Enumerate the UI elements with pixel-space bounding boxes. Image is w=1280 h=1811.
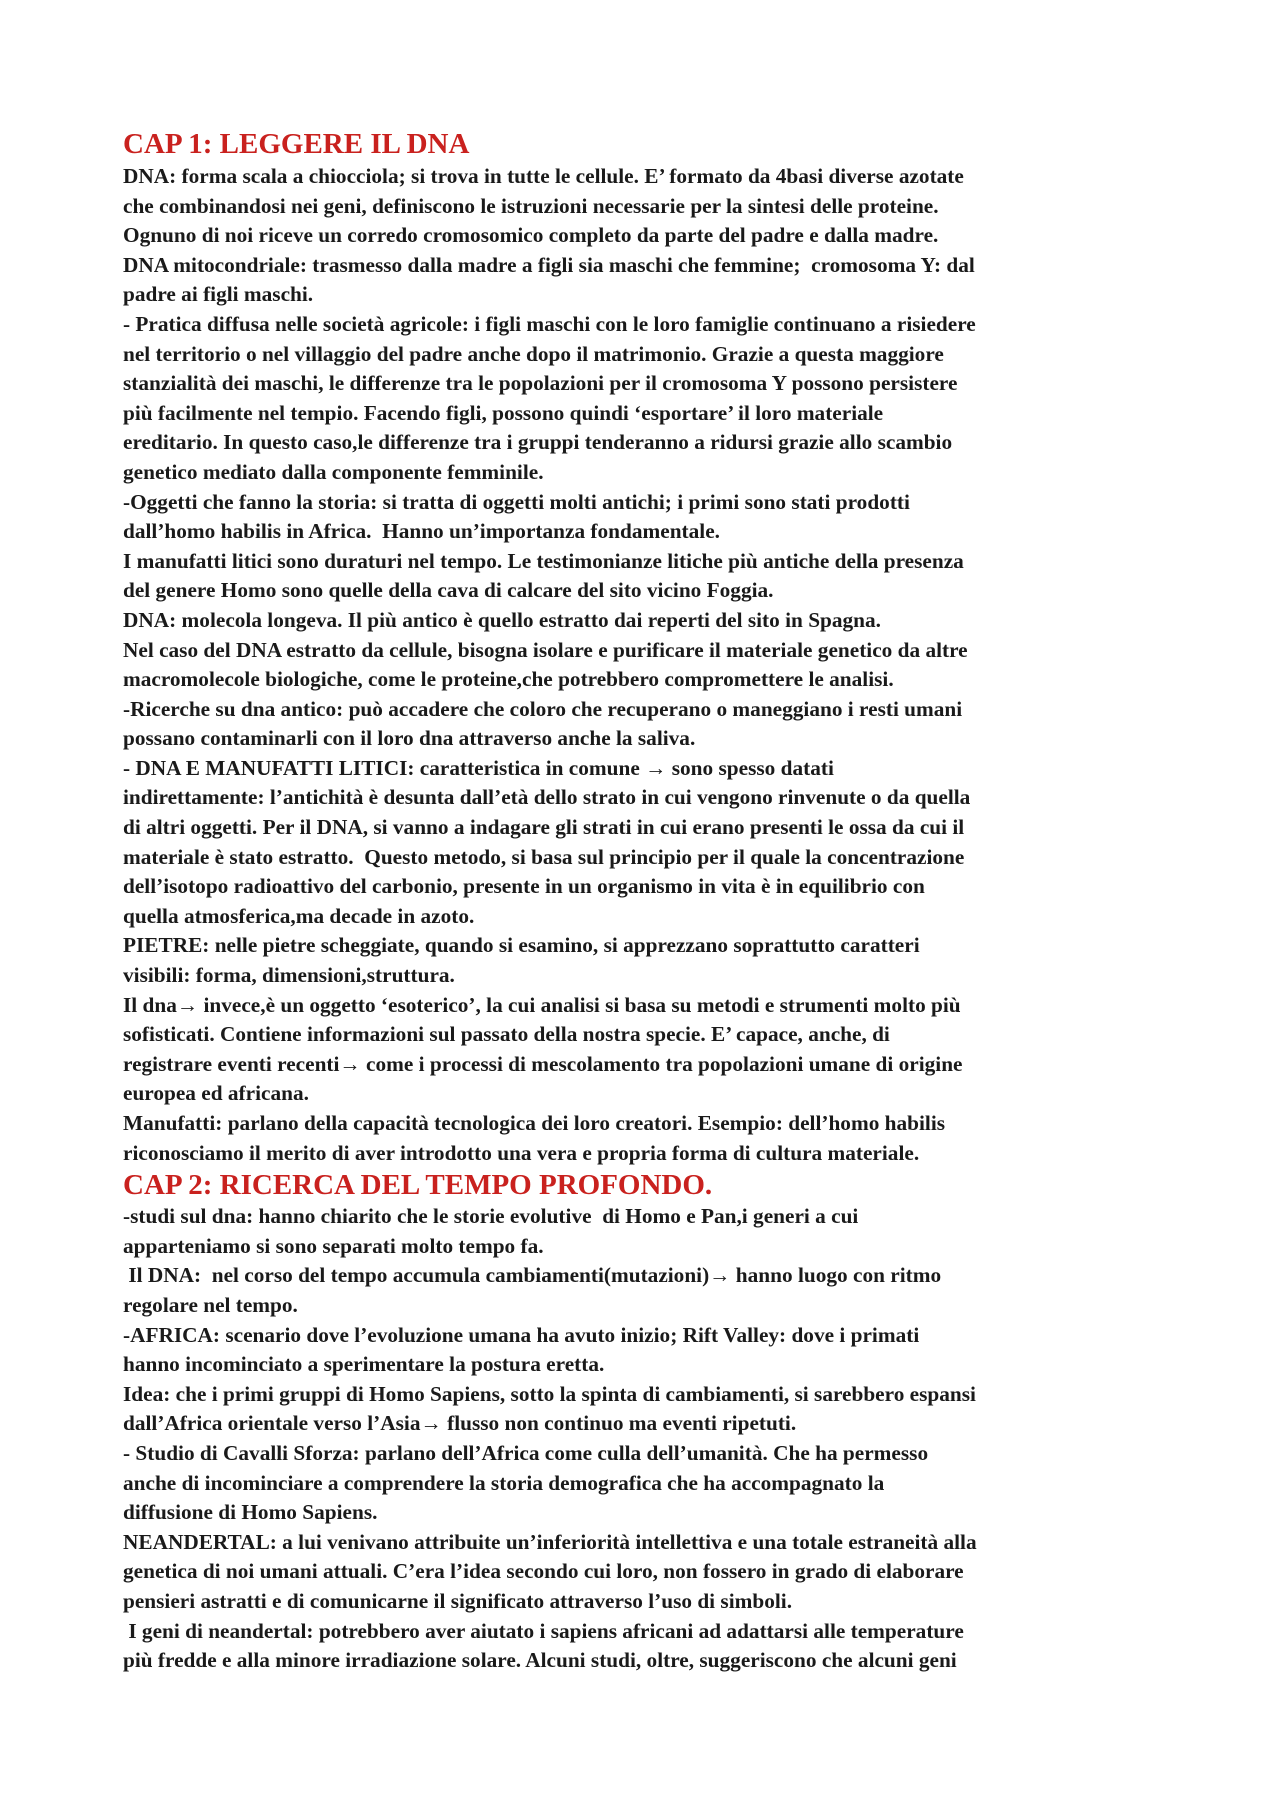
text-line: del genere Homo sono quelle della cava di calcare del sito vicino Foggia. (123, 578, 774, 603)
text-line: sofisticati. Contiene informazioni sul passato della nostra specie. E’ capace, anche, di (123, 1022, 890, 1047)
text-line: apparteniamo si sono separati molto tempo fa. (123, 1233, 544, 1258)
text-line: -AFRICA: scenario dove l’evoluzione umana ha avuto inizio; Rift Valley: dove i primati (123, 1322, 920, 1347)
text-line: diffusione di Homo Sapiens. (123, 1500, 378, 1525)
text-line: riconosciamo il merito di aver introdotto una vera e propria forma di cultura materiale. (123, 1140, 920, 1165)
text-line: DNA: molecola longeva. Il più antico è quello estratto dai reperti del sito in Spagna. (123, 607, 881, 632)
text-line: dall’Africa orientale verso l’Asia→ flusso non continuo ma eventi ripetuti. (123, 1411, 797, 1436)
chapter-2-body (123, 1202, 1183, 1676)
text-line: Ognuno di noi riceve un corredo cromosomico completo da parte del padre e dalla madre. (123, 223, 939, 248)
text-line: padre ai figli maschi. (123, 282, 314, 307)
text-line: - DNA E MANUFATTI LITICI: caratteristica in comune → sono spesso datati (123, 755, 834, 780)
text-line: dell’isotopo radioattivo del carbonio, presente in un organismo in vita è in equilibrio con (123, 874, 925, 899)
text-line: PIETRE: nelle pietre scheggiate, quando si esamino, si apprezzano soprattutto caratteri (123, 933, 920, 958)
text-line: NEANDERTAL: a lui venivano attribuite un’inferiorità intellettiva e una totale estraneità alla (123, 1529, 977, 1554)
text-line: - Studio di Cavalli Sforza: parlano dell’Africa come culla dell’umanità. Che ha permesso (123, 1440, 929, 1465)
text-line: Idea: che i primi gruppi di Homo Sapiens, sotto la spinta di cambiamenti, si sarebbero espansi (123, 1381, 976, 1406)
text-line: materiale è stato estratto. Questo metodo, si basa sul principio per il quale la concentrazione (123, 844, 965, 869)
text-line: regolare nel tempo. (123, 1292, 298, 1317)
chapter-2-heading: CAP 2: RICERCA DEL TEMPO PROFONDO. (123, 1169, 713, 1202)
text-line: ereditario. In questo caso,le differenze tra i gruppi tenderanno a ridursi grazie allo scambio (123, 430, 953, 455)
text-line: di altri oggetti. Per il DNA, si vanno a indagare gli strati in cui erano presenti le ossa da cui il (123, 815, 965, 840)
text-line: -Ricerche su dna antico: può accadere che coloro che recuperano o maneggiano i resti umani (123, 696, 963, 721)
text-line: Nel caso del DNA estratto da cellule, bisogna isolare e purificare il materiale genetico da altre (123, 637, 968, 662)
text-line: più facilmente nel tempio. Facendo figli, possono quindi ‘esportare’ il loro materiale (123, 400, 884, 425)
chapter-1-body (123, 162, 1183, 1168)
text-line: -Oggetti che fanno la storia: si tratta di oggetti molti antichi; i primi sono stati prodotti (123, 489, 910, 514)
text-line: indirettamente: l’antichità è desunta dall’età dello strato in cui vengono rinvenute o da quella (123, 785, 971, 810)
text-line: I manufatti litici sono duraturi nel tempo. Le testimonianze litiche più antiche della presenza (123, 548, 964, 573)
text-line: che combinandosi nei geni, definiscono le istruzioni necessarie per la sintesi delle proteine. (123, 193, 939, 218)
text-line: genetica di noi umani attuali. C’era l’idea secondo cui loro, non fossero in grado di elaborare (123, 1559, 964, 1584)
text-line: Manufatti: parlano della capacità tecnologica dei loro creatori. Esempio: dell’homo habilis (123, 1111, 946, 1135)
text-line: nel territorio o nel villaggio del padre anche dopo il matrimonio. Grazie a questa maggiore (123, 341, 944, 366)
text-line: hanno incominciato a sperimentare la postura eretta. (123, 1352, 605, 1377)
text-line: quella atmosferica,ma decade in azoto. (123, 903, 475, 928)
text-line: più fredde e alla minore irradiazione solare. Alcuni studi, oltre, suggeriscono che alcuni geni (123, 1648, 957, 1673)
text-line: anche di incominciare a comprendere la storia demografica che ha accompagnato la (123, 1470, 885, 1495)
text-line: stanzialità dei maschi, le differenze tra le popolazioni per il cromosoma Y possono persistere (123, 371, 958, 396)
text-line: registrare eventi recenti→ come i processi di mescolamento tra popolazioni umane di origine (123, 1051, 963, 1076)
text-line: DNA mitocondriale: trasmesso dalla madre a figli sia maschi che femmine; cromosoma Y: dal (123, 252, 975, 277)
text-line: I geni di neandertal: potrebbero aver aiutato i sapiens africani ad adattarsi alle temperature (123, 1618, 964, 1643)
text-line: visibili: forma, dimensioni,struttura. (123, 963, 455, 988)
text-line: pensieri astratti e di comunicarne il significato attraverso l’uso di simboli. (123, 1588, 793, 1613)
text-line: DNA: forma scala a chiocciola; si trova in tutte le cellule. E’ formato da 4basi diverse azotate (123, 164, 964, 188)
document-page (123, 118, 1183, 1676)
text-line: Il dna→ invece,è un oggetto ‘esoterico’, la cui analisi si basa su metodi e strumenti molto più (123, 992, 961, 1017)
text-line: -studi sul dna: hanno chiarito che le storie evolutive di Homo e Pan,i generi a cui (123, 1204, 859, 1229)
text-line: possano contaminarli con il loro dna attraverso anche la saliva. (123, 726, 696, 751)
text-line: macromolecole biologiche, come le proteine,che potrebbero compromettere le analisi. (123, 667, 894, 692)
text-line: - Pratica diffusa nelle società agricole: i figli maschi con le loro famiglie continuano a risiedere (123, 311, 976, 336)
text-line: dall’homo habilis in Africa. Hanno un’importanza fondamentale. (123, 519, 720, 544)
chapter-1-heading: CAP 1: LEGGERE IL DNA (123, 128, 470, 160)
text-line: genetico mediato dalla componente femminile. (123, 459, 544, 484)
text-line: Il DNA: nel corso del tempo accumula cambiamenti(mutazioni)→ hanno luogo con ritmo (123, 1263, 942, 1288)
text-line: europea ed africana. (123, 1081, 309, 1106)
